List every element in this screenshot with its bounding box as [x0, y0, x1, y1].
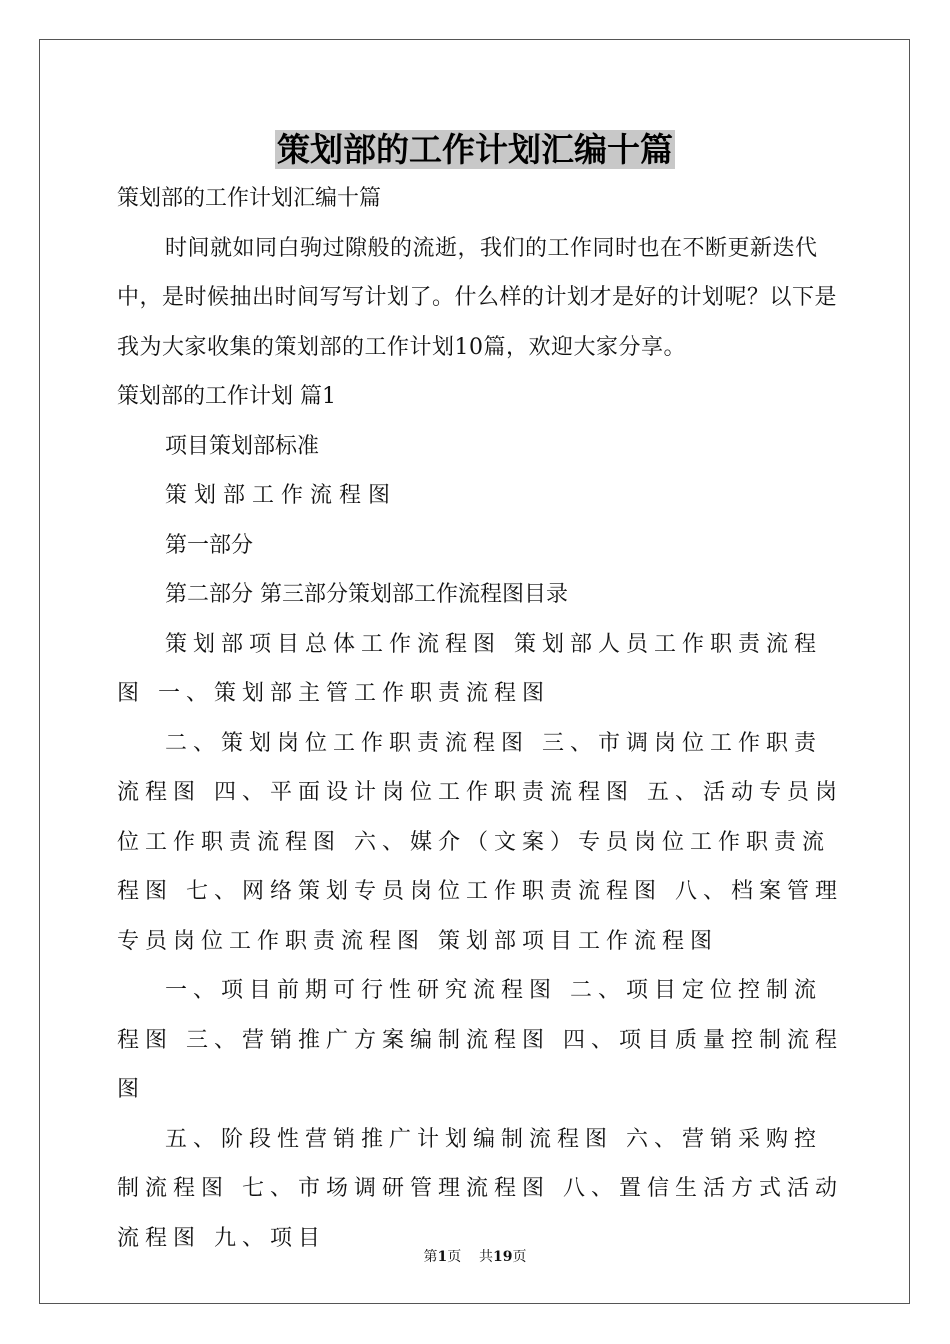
footer-page-suffix: 页	[447, 1249, 462, 1265]
footer-total-prefix: 共	[479, 1249, 494, 1265]
toc-paragraph-1: 策划部项目总体工作流程图 策划部人员工作职责流程图 一、策划部主管工作职责流程图	[117, 631, 822, 706]
subtitle-paragraph: 策划部的工作计划汇编十篇	[117, 186, 382, 211]
parts-line: 第二部分 第三部分策划部工作流程图目录	[165, 582, 568, 607]
document-title	[0, 128, 950, 172]
standard-heading: 项目策划部标准	[165, 433, 320, 459]
document-title-text: 策划部的工作计划汇编十篇	[277, 130, 673, 169]
intro-paragraph: 时间就如同白驹过隙般的流逝，我们的工作同时也在不断更新迭代中，是时候抽出时间写写计划了。什么样的计划才是好的计划呢？以下是我为大家收集的策划部的工作计划10篇，欢迎大家分享。	[117, 235, 838, 360]
footer-page-prefix: 第	[423, 1249, 438, 1265]
page-footer	[0, 1246, 950, 1266]
toc-paragraph-2: 二、策划岗位工作职责流程图 三、市调岗位工作职责流程图 四、平面设计岗位工作职责流程图 五、活动专员岗位工作职责流程图 六、媒介（文案）专员岗位工作职责流程图 七、网络策划专员岗位工作职责流程图 八、档案管理专员岗位工作职责流程图 策划部项目工作流程图	[117, 730, 843, 954]
toc-paragraph-3: 一、项目前期可行性研究流程图 二、项目定位控制流程图 三、营销推广方案编制流程图 四、项目质量控制流程图	[117, 978, 843, 1102]
flowchart-heading: 策 划 部 工 作 流 程 图	[165, 483, 390, 508]
footer-total-pages: 19	[493, 1249, 513, 1265]
section-heading: 策划部的工作计划 篇1	[117, 384, 336, 409]
toc-paragraph-4: 五、阶段性营销推广计划编制流程图 六、营销采购控制流程图 七、市场调研管理流程图 八、置信生活方式活动流程图 九、项目	[117, 1126, 843, 1251]
document-body	[117, 174, 847, 1263]
footer-page-number: 1	[437, 1249, 448, 1265]
part-one-line: 第一部分	[165, 532, 254, 558]
footer-total-suffix: 页	[512, 1249, 527, 1265]
